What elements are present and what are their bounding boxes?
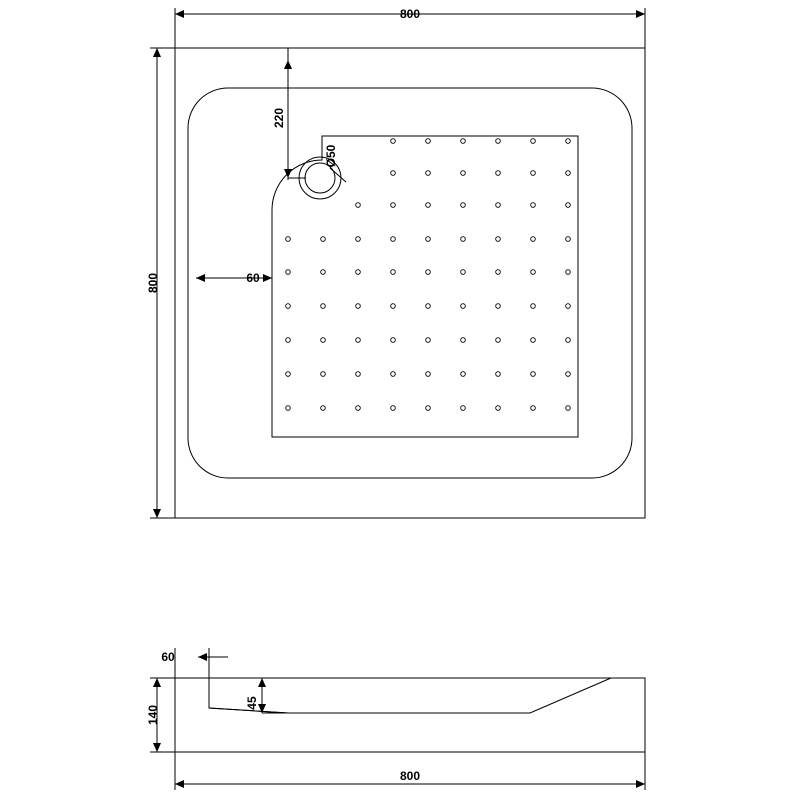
label-drain-diameter: Ø50 (324, 144, 338, 168)
label-left-height: 800 (146, 272, 160, 294)
side-view-body (175, 678, 645, 752)
label-top-width: 800 (399, 7, 421, 21)
label-inset-60: 60 (246, 271, 260, 285)
label-bottom-width: 800 (399, 769, 421, 783)
label-side-edge-60: 60 (161, 650, 175, 664)
antislip-field-outline (272, 136, 578, 437)
label-total-height-140: 140 (146, 704, 160, 726)
side-view-basin-profile (209, 678, 611, 713)
antislip-dot-grid (286, 139, 571, 411)
leader-line-drain-diameter (330, 168, 346, 182)
label-inner-depth-45: 45 (245, 696, 259, 710)
label-inset-220: 220 (272, 107, 286, 129)
